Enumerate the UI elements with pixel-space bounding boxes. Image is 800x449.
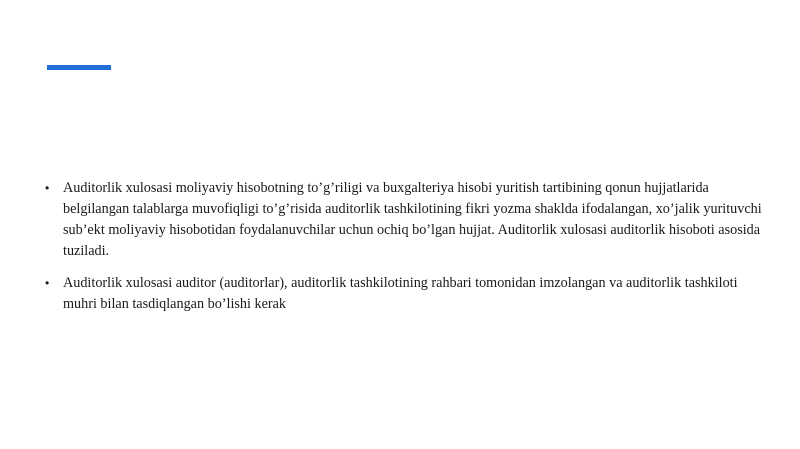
bullet-item: [44, 273, 764, 315]
bullet-marker: •: [45, 276, 50, 290]
bullet-marker: •: [45, 181, 50, 195]
bullet-list: [44, 178, 764, 326]
bullet-text: Auditorlik xulosasi moliyaviy hisobotning to’g’riligi va buxgalteriya hisobi yuritish tartibining qonun hujjatlarida belgilangan talablarga muvofiqligi to’g’risida auditorlik tashkilotining fikri yozma shaklda ifodalangan, xo’jalik yurituvchi sub’ekt moliyaviy hisobotidan foydalanuvchilar uchun ochiq bo’lgan hujjat. Auditorlik xulosasi auditorlik hisoboti asosida tuziladi.: [63, 180, 762, 259]
bullet-text: Auditorlik xulosasi auditor (auditorlar), auditorlik tashkilotining rahbari tomonidan imzolangan va auditorlik tashkiloti muhri bilan tasdiqlangan bo’lishi kerak: [63, 275, 738, 312]
bullet-item: [44, 178, 764, 262]
title-accent-bar: [47, 65, 111, 70]
